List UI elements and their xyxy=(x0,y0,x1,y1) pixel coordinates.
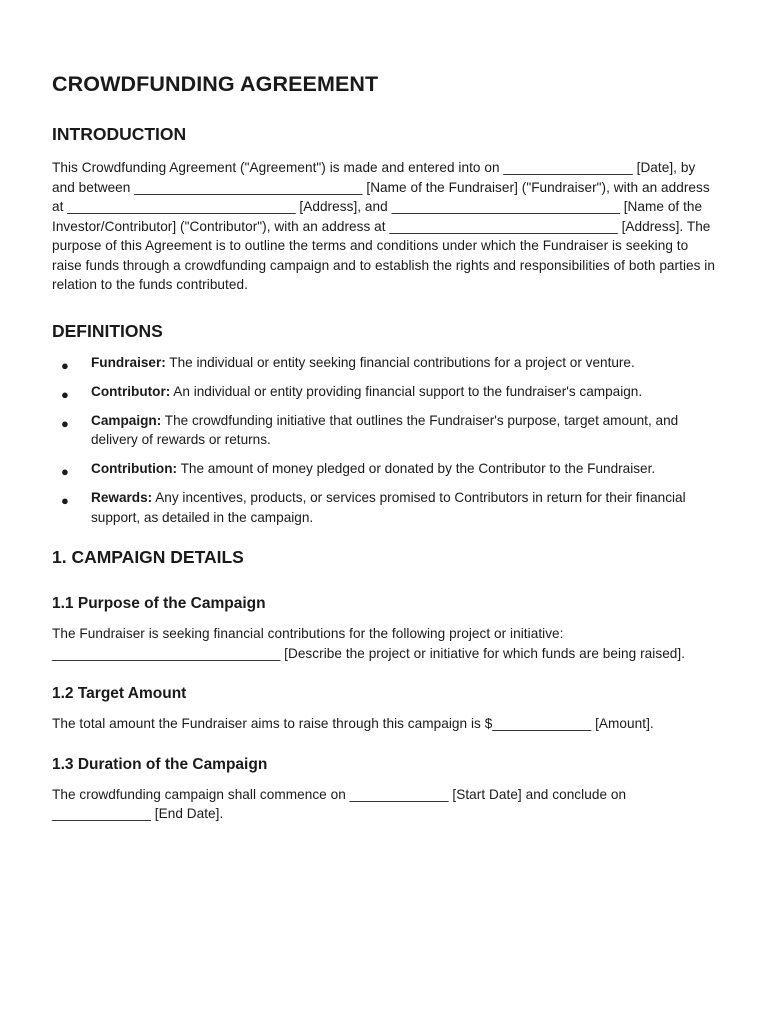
introduction-heading: INTRODUCTION xyxy=(52,124,187,144)
target-amount-paragraph: The total amount the Fundraiser aims to raise through this campaign is $_____________ [Amount]. xyxy=(52,716,654,731)
definition-term: Contributor: xyxy=(91,383,171,399)
document-title: CROWDFUNDING AGREEMENT xyxy=(52,72,379,96)
definition-term: Contribution: xyxy=(91,461,178,476)
target-amount-heading: 1.2 Target Amount xyxy=(52,685,187,702)
definition-text: An individual or entity providing financial support to the fundraiser's campaign. xyxy=(170,383,643,399)
bullet-icon: ● xyxy=(61,386,69,402)
definition-term: Fundraiser: xyxy=(91,354,166,370)
definition-item-contribution xyxy=(52,459,718,479)
definition-text: Any incentives, products, or services promised to Contributors in return for their financial support, as detailed in the campaign. xyxy=(91,490,686,525)
introduction-paragraph: This Crowdfunding Agreement ("Agreement") is made and entered into on _________________ [Date], by and between ______________________________ [Name of the Fundraiser] ("Fundraiser"), with an address at ______________________________ [Address], and ______________________________ [Name of the Investor/Contributor] ("Contributor"), with an address at ______________________________ [Address]. The purpose of this Agreement is to outline the terms and conditions under which the Fundraiser is seeking to raise funds through a crowdfunding campaign and to establish the rights and responsibilities of both parties in relation to the funds contributed. xyxy=(52,160,715,292)
duration-paragraph: The crowdfunding campaign shall commence on _____________ [Start Date] and conclude on _____________ [End Date]. xyxy=(52,786,627,821)
purpose-heading: 1.1 Purpose of the Campaign xyxy=(52,595,266,612)
definition-term: Campaign: xyxy=(91,412,162,428)
definitions-list xyxy=(52,353,718,528)
bullet-icon: ● xyxy=(61,464,69,479)
definition-text: The individual or entity seeking financial contributions for a project or venture. xyxy=(165,354,635,370)
bullet-icon: ● xyxy=(61,493,69,508)
definition-term: Rewards: xyxy=(91,490,153,505)
definition-item-campaign xyxy=(52,411,718,450)
campaign-details-heading: 1. CAMPAIGN DETAILS xyxy=(52,547,244,567)
definition-item-contributor xyxy=(52,382,718,402)
purpose-paragraph: The Fundraiser is seeking financial contributions for the following project or initiative: ______________________________ [Describe the project or initiative for which funds are being raised]. xyxy=(52,626,686,661)
bullet-icon: ● xyxy=(61,357,69,373)
definition-item-fundraiser xyxy=(52,353,718,373)
duration-heading: 1.3 Duration of the Campaign xyxy=(52,755,268,773)
bullet-icon: ● xyxy=(61,415,69,431)
definitions-heading: DEFINITIONS xyxy=(52,320,163,341)
definition-text: The amount of money pledged or donated by the Contributor to the Fundraiser. xyxy=(177,461,656,476)
definition-text: The crowdfunding initiative that outlines the Fundraiser's purpose, target amount, and delivery of rewards or returns. xyxy=(91,412,679,447)
definition-item-rewards xyxy=(52,488,718,527)
